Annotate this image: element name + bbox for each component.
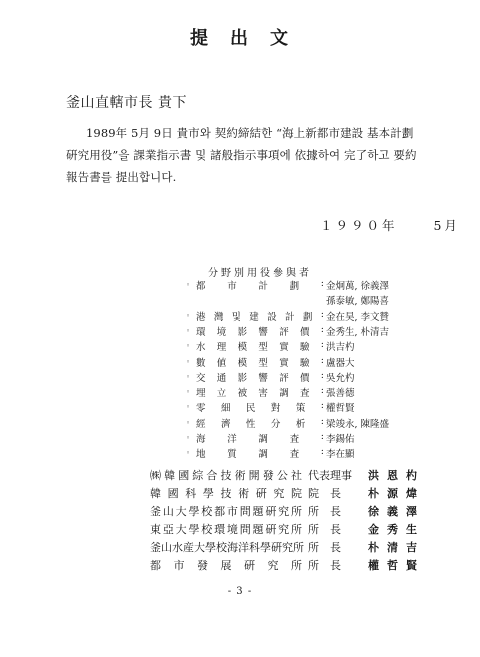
- institution-person: 朴源煒: [368, 487, 425, 500]
- participant-role: 港 灣 및 建 設 計 劃 :: [196, 308, 324, 323]
- institution-row: [150, 466, 440, 484]
- body-line: 報告書를 提出합니다.: [66, 170, 177, 184]
- participant-role: 都 市 計 劃 :: [196, 278, 324, 292]
- participant-names: 梁竣永, 陳隆盛: [326, 418, 390, 430]
- institution-row: [150, 538, 440, 556]
- participant-names: 權哲賢: [326, 403, 355, 415]
- bullet-icon: ◦: [186, 357, 191, 366]
- institution-row: [150, 520, 440, 538]
- participant-role: 埋 立 被 害 調 査 :: [196, 385, 324, 400]
- participant-row: [186, 339, 355, 353]
- institution-position: 所 長: [308, 559, 341, 572]
- participant-names: 吳允杓: [326, 372, 355, 384]
- page-title: 提 出 文: [190, 28, 290, 49]
- participant-role: 交 通 影 響 評 價 :: [196, 369, 324, 384]
- participant-names: 孫泰敏, 鄭陽喜: [326, 296, 390, 308]
- date-year: １９９０年: [320, 218, 398, 233]
- participant-role: 地 質 調 査 :: [196, 446, 324, 461]
- institution-row: [150, 502, 440, 520]
- participant-names: 金炯萬, 徐義澤: [326, 281, 390, 292]
- institution-person: 徐義澤: [368, 505, 425, 518]
- bullet-icon: ◦: [186, 342, 191, 351]
- body-line: 1989年 5月 9日 貴市와 契約締結한 “海上新都市建設 基本計劃: [86, 126, 414, 140]
- participant-role: 海 洋 調 査 :: [196, 431, 324, 445]
- participant-row: [186, 416, 389, 430]
- participant-row: [186, 370, 355, 384]
- participant-row: [186, 278, 389, 292]
- participant-row: [186, 446, 355, 460]
- bullet-icon: ◦: [186, 281, 191, 289]
- participant-names: 李在顯: [326, 449, 355, 461]
- institution-name: 東 亞 大 學 校 環 境 問 題 硏 究 所: [150, 523, 302, 536]
- participant-role: 經 濟 性 分 析 :: [196, 415, 324, 430]
- bullet-icon: ◦: [186, 449, 191, 458]
- participant-role: 零 細 民 對 策 :: [196, 400, 324, 415]
- participant-row: [186, 431, 355, 445]
- participant-names: 金在昊, 李文贊: [326, 311, 390, 323]
- participant-row: [186, 400, 355, 414]
- participant-row: [186, 293, 389, 307]
- bullet-icon: ◦: [186, 403, 191, 412]
- institution-person: 金秀生: [368, 523, 425, 536]
- bullet-icon: ◦: [186, 326, 191, 335]
- participant-row: [186, 385, 355, 399]
- bullet-icon: ◦: [186, 418, 191, 427]
- participant-row: [186, 309, 389, 323]
- bullet-icon: ◦: [186, 372, 191, 381]
- participant-names: 張善德: [326, 388, 355, 400]
- document-date: [320, 216, 460, 234]
- participant-role: 水 理 模 型 實 驗 :: [196, 339, 324, 354]
- institution-person: 朴清吉: [368, 541, 425, 554]
- participant-row: [186, 324, 389, 338]
- participant-row: [186, 355, 355, 369]
- participant-names: 洪吉杓: [326, 342, 355, 354]
- institution-position: 代表理事: [308, 469, 352, 482]
- participant-names: 盧器大: [326, 357, 355, 369]
- institution-person: 權哲賢: [368, 559, 425, 572]
- institution-name: 釜 山 水 産 大 學 校 海 洋 科 學 硏 究 所: [150, 541, 304, 554]
- participant-role: 環 境 影 響 評 價 :: [196, 323, 324, 338]
- addressee: 釜山直轄市長 貴下: [66, 95, 187, 111]
- institution-row: [150, 556, 440, 574]
- institution-position: 所 長: [308, 523, 341, 536]
- body-paragraph: [66, 122, 436, 188]
- date-month: 5月: [433, 218, 460, 233]
- bullet-icon: ◦: [186, 388, 191, 397]
- page-number: - 3 -: [227, 586, 253, 597]
- body-line: 硏究用役”을 課業指示書 및 諸般指示事項에 依據하여 完了하고 要約: [66, 148, 417, 162]
- institution-person: 洪恩杓: [368, 469, 425, 482]
- institution-name: 釜 山 大 學 校 都 市 問 題 硏 究 所: [150, 505, 302, 518]
- institution-name: 都 市 發 展 硏 究 所: [150, 559, 302, 572]
- institution-position: 院 長: [308, 487, 341, 500]
- participant-role: 數 値 模 型 實 驗 :: [196, 354, 324, 369]
- participant-names: 李錫佑: [326, 434, 355, 445]
- institution-row: [150, 484, 440, 502]
- participant-names: 金秀生, 朴清吉: [326, 326, 390, 338]
- bullet-icon: ◦: [186, 311, 191, 320]
- institution-position: 所 長: [308, 541, 341, 554]
- institution-name: ㈱ 韓 國 綜 合 技 術 開 發 公 社: [150, 469, 302, 482]
- participants-title: 分野別用役參與者: [208, 268, 312, 279]
- institution-name: 韓 國 科 學 技 術 硏 究 院: [150, 487, 302, 500]
- bullet-icon: ◦: [186, 434, 191, 442]
- institution-position: 所 長: [308, 505, 341, 518]
